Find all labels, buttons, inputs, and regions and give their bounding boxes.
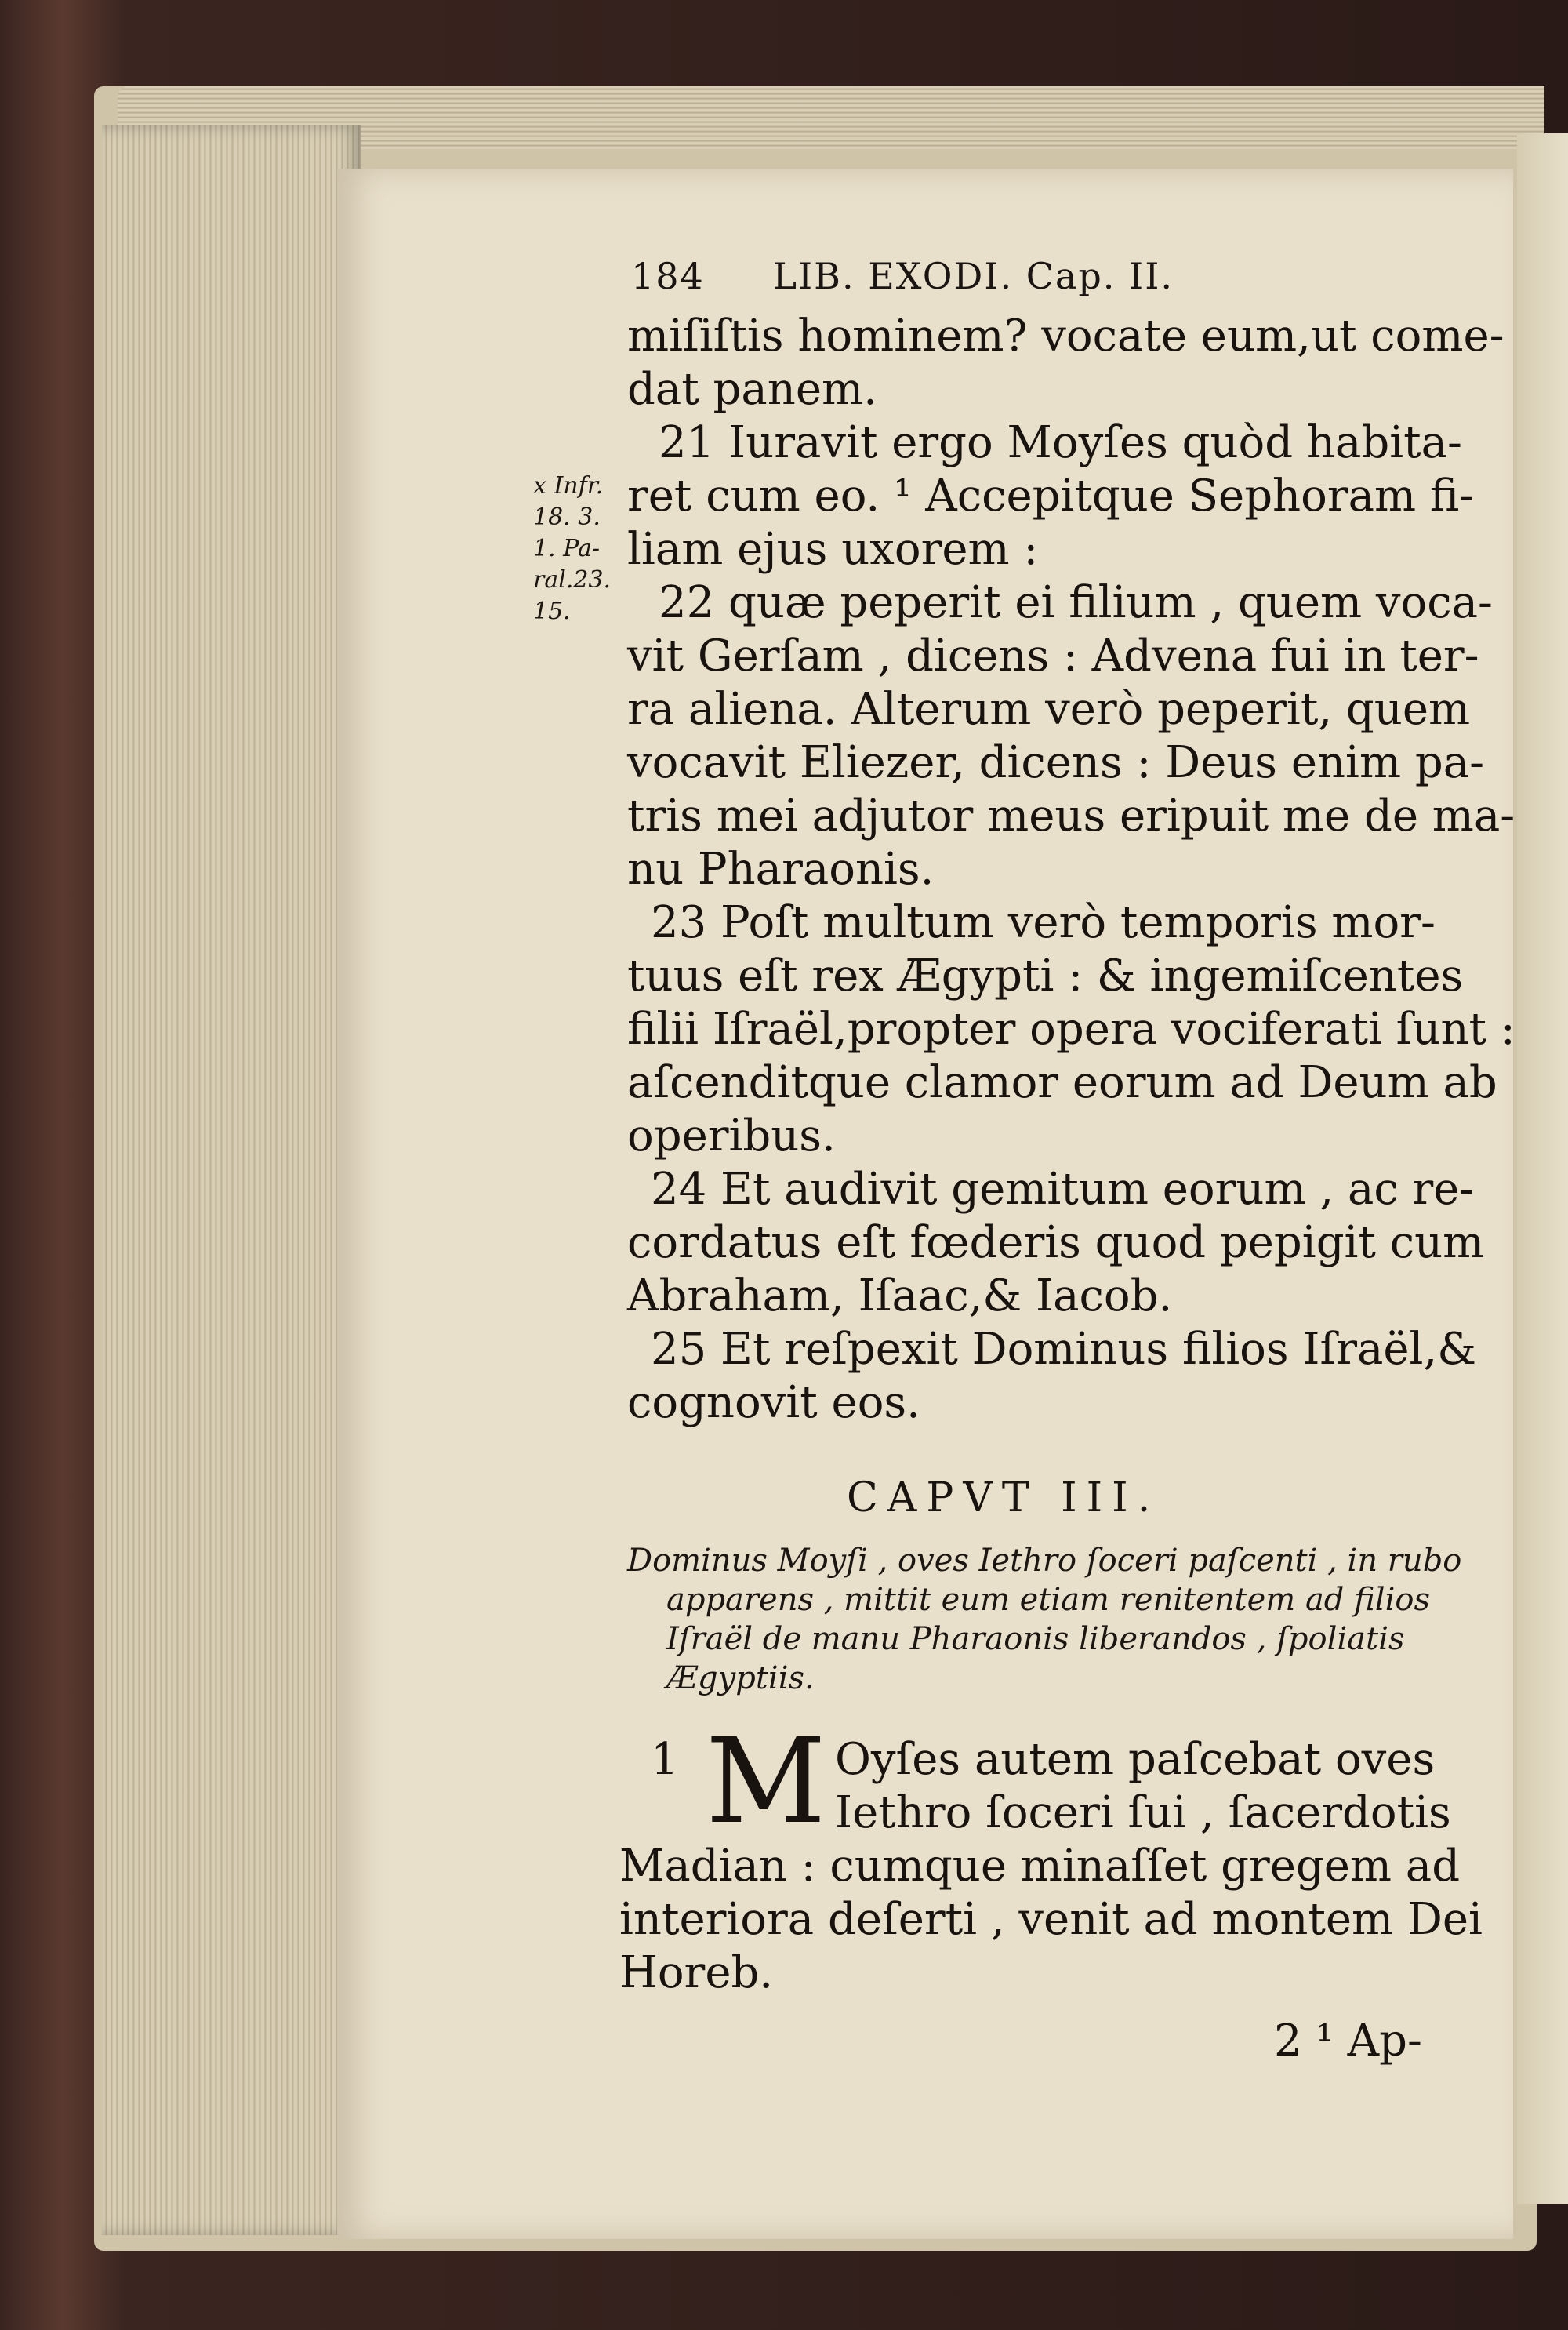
text-line: 25 Et reſpexit Dominus filios Iſraël,& [651,1324,1477,1375]
margin-note: x Infr. [533,472,604,500]
text-line: Iethro ſoceri ſui , ſacerdotis [835,1787,1451,1838]
margin-notes [533,471,627,627]
margin-note: 15. [533,598,571,625]
text-line: ra aliena. Alterum verò peperit, quem [627,684,1471,735]
chapter-summary [627,1541,1462,1698]
catchword: 2 ¹ Ap- [1274,2016,1422,2066]
text-line: vocavit Eliezer, dicens : Deus enim pa- [627,737,1485,788]
text-line: tuus eſt rex Ægypti : & ingemiſcentes [627,951,1464,1001]
verse-number: 1 [651,1734,679,1785]
text-line: Horeb. [619,1947,774,1998]
running-title: LIB. EXODI. Cap. II. [772,255,1174,297]
summary-line: apparens , mittit eum etiam renitentem ad filios [666,1582,1430,1618]
text-line: filii Iſraël,propter opera vociferati ſunt : [627,1004,1515,1055]
text-line: cognovit eos. [627,1377,920,1428]
text-line: ret cum eo. ¹ Accepitque Sephoram fi- [627,471,1475,522]
text-line: cordatus eſt fœderis quod pepigit cum [627,1217,1485,1268]
verse-one-block [619,1714,1483,2000]
page-number: 184 [631,255,705,297]
text-line: Abraham, Iſaac,& Iacob. [627,1270,1173,1321]
summary-line: Dominus Moyſi , oves Iethro ſoceri paſcenti , in rubo [627,1543,1462,1579]
page-side-edges [102,125,361,2235]
text-line: 21 Iuravit ergo Moyſes quòd habita- [659,417,1462,468]
margin-note: ral.23. [533,566,612,594]
text-line: aſcenditque clamor eorum ad Deum ab [627,1057,1497,1108]
text-line: 22 quæ peperit ei filium , quem voca- [659,577,1493,628]
text-line: tris mei adjutor meus eripuit me de ma- [627,791,1515,841]
facing-page-edge [1517,133,1568,2204]
text-line: nu Pharaonis. [627,844,935,895]
drop-capital: M [706,1714,826,1850]
running-header [631,255,1415,297]
margin-note: 18. 3. [533,503,601,531]
text-line: Madian : cumque minaſſet gregem ad [619,1841,1461,1892]
chapter-heading: CAPVT III. [847,1474,1160,1521]
text-line: Oyſes autem paſcebat oves [835,1734,1436,1785]
body-text [627,310,1515,1430]
text-line: dat panem. [627,364,877,415]
text-line: 23 Poſt multum verò temporis mor- [651,897,1436,948]
summary-line: Ægyptiis. [666,1660,815,1696]
text-line: miſiſtis hominem? vocate eum,ut come- [627,311,1504,362]
text-line: interiora deſerti , venit ad montem Dei [619,1894,1483,1945]
text-line: 24 Et audivit gemitum eorum , ac re- [651,1164,1475,1215]
text-line: operibus. [627,1110,836,1161]
margin-note: 1. Pa- [533,535,601,562]
summary-line: Iſraël de manu Pharaonis liberandos , ſpoliatis [666,1621,1405,1657]
text-line: vit Gerſam , dicens : Advena fui in ter- [627,631,1479,682]
text-line: liam ejus uxorem : [627,524,1039,575]
